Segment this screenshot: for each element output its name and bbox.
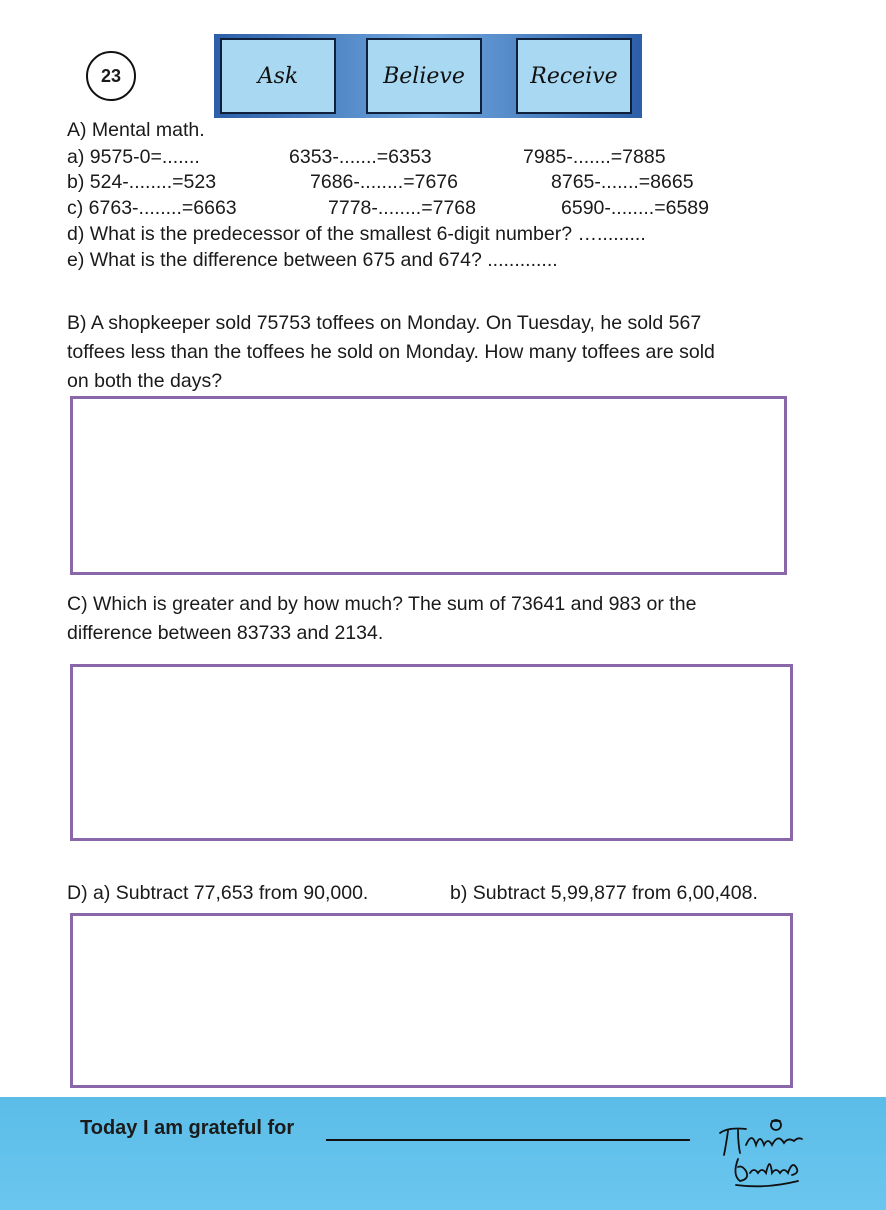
section-b-question [67, 309, 847, 396]
section-d-question-a: D) a) Subtract 77,653 from 90,000. [67, 882, 369, 904]
question-a-e: e) What is the difference between 675 and 674? ............. [67, 249, 558, 271]
section-b-line-2: toffees less than the toffees he sold on Monday. How many toffees are sold [67, 341, 715, 363]
gratitude-footer [0, 1097, 886, 1210]
grateful-write-line[interactable] [326, 1139, 690, 1141]
section-a-title: A) Mental math. [67, 119, 205, 141]
mental-math-c1: c) 6763-........=6663 [67, 197, 237, 219]
grateful-label: Today I am grateful for [80, 1117, 295, 1139]
section-b-line-3: on both the days? [67, 370, 223, 392]
section-b-line-1: B) A shopkeeper sold 75753 toffees on Monday. On Tuesday, he sold 567 [67, 312, 702, 334]
mathspire-logo-icon [716, 1115, 808, 1191]
mental-math-a2: 6353-.......=6353 [289, 146, 432, 168]
answer-box-b[interactable] [70, 396, 787, 575]
section-d-question-b: b) Subtract 5,99,877 from 6,00,408. [450, 882, 758, 904]
page-number: 23 [86, 51, 136, 101]
banner-receive: Receive [516, 38, 632, 114]
mental-math-a1: a) 9575-0=....... [67, 146, 200, 168]
mental-math-c2: 7778-........=7768 [328, 197, 476, 219]
mental-math-b2: 7686-........=7676 [310, 171, 458, 193]
answer-box-c[interactable] [70, 664, 793, 841]
section-c-line-2: difference between 83733 and 2134. [67, 622, 384, 644]
question-a-d: d) What is the predecessor of the smallest 6-digit number? …......... [67, 223, 646, 245]
banner-ask: Ask [220, 38, 336, 114]
mental-math-a3: 7985-.......=7885 [523, 146, 666, 168]
mental-math-b3: 8765-.......=8665 [551, 171, 694, 193]
mental-math-c3: 6590-........=6589 [561, 197, 709, 219]
answer-box-d[interactable] [70, 913, 793, 1088]
section-c-question [67, 590, 847, 648]
mental-math-b1: b) 524-........=523 [67, 171, 217, 193]
section-c-line-1: C) Which is greater and by how much? The sum of 73641 and 983 or the [67, 593, 697, 615]
banner-believe: Believe [366, 38, 482, 114]
motto-banner [214, 34, 642, 118]
